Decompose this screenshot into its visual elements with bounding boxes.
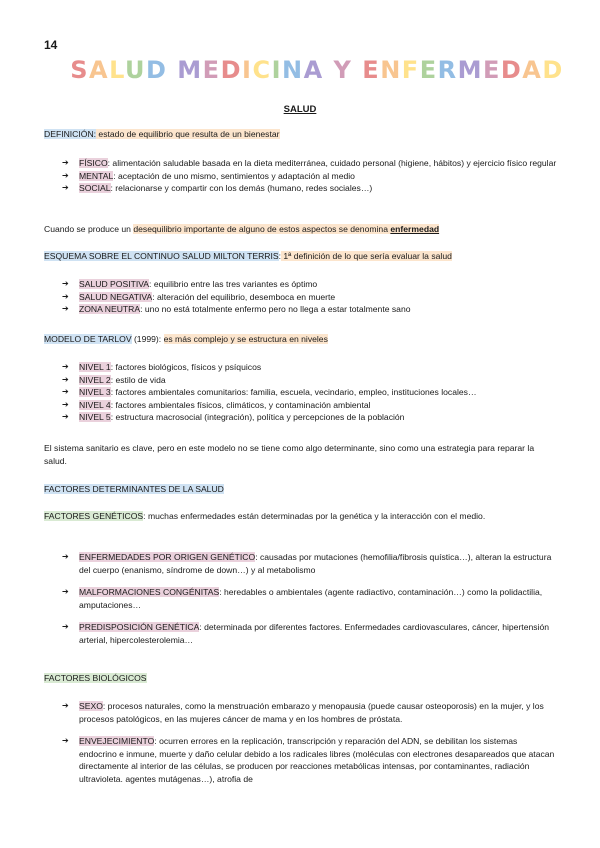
list-item: ➔ FÍSICO: alimentación saludable basada en la dieta mediterránea, cuidado personal (higiene, hábitos) y ejercicio físico regular	[62, 157, 557, 170]
title-letter: N	[380, 56, 402, 84]
title-letter: R	[437, 56, 458, 84]
list-item: ➔ MALFORMACIONES CONGÉNITAS: heredables o ambientales (agente radiactivo, contaminación…) como la polidactilia, amputaciones…	[62, 586, 557, 611]
title-letter: D	[146, 56, 168, 84]
title-letter: N	[282, 56, 304, 84]
title-letter: M	[177, 56, 203, 84]
tarlov-list	[62, 361, 557, 424]
biological-factors-list	[62, 700, 557, 795]
title-letter: A	[522, 56, 543, 84]
title-letter: M	[457, 56, 483, 84]
title-letter: D	[220, 56, 242, 84]
list-item: ➔ ZONA NEUTRA: uno no está totalmente enfermo pero no llega a estar totalmente sano	[62, 303, 557, 316]
title-letter: L	[109, 56, 125, 84]
tarlov-paragraph: MODELO DE TARLOV (1999): es más complejo y se estructura en niveles	[44, 334, 328, 344]
title-letter	[167, 56, 177, 84]
title-letter	[324, 56, 334, 84]
page-number: 14	[44, 38, 58, 52]
list-item: ➔ ENFERMEDADES POR ORIGEN GENÉTICO: causadas por mutaciones (hemofilia/fibrosis quística…), alteran la estructura del cuerpo (enanismo, síndrome de down…) y al metabolismo	[62, 551, 557, 576]
title-letter: I	[271, 56, 282, 84]
factors-heading: FACTORES DETERMINANTES DE LA SALUD	[44, 484, 224, 494]
title-letter: D	[542, 56, 564, 84]
title-letter	[352, 56, 362, 84]
list-item: ➔ NIVEL 5: estructura macrosocial (integración), política y percepciones de la población	[62, 411, 557, 424]
title-letter: C	[252, 56, 272, 84]
definition-list	[62, 157, 557, 195]
page-title	[0, 56, 600, 84]
title-letter: A	[303, 56, 324, 84]
title-letter: E	[362, 56, 381, 84]
list-item: ➔ SALUD NEGATIVA: alteración del equilibrio, desemboca en muerte	[62, 291, 557, 304]
terris-list	[62, 278, 557, 316]
genetic-factors-list	[62, 551, 557, 656]
title-letter: D	[500, 56, 523, 84]
title-letter: A	[88, 56, 110, 84]
title-letter: Y	[333, 56, 353, 84]
title-letter: I	[242, 56, 253, 84]
terris-paragraph: ESQUEMA SOBRE EL CONTINUO SALUD MILTON TERRIS: 1ª definición de lo que sería evaluar la salud	[44, 251, 452, 261]
list-item: ➔ NIVEL 1: factores biológicos, físicos y psíquicos	[62, 361, 557, 374]
list-item: ➔ SEXO: procesos naturales, como la menstruación embarazo y menopausia (puede causar osteoporosis) en la mujer, y los procesos patológicos, en las mujeres cáncer de mama y en los hombres de próstata.	[62, 700, 557, 725]
section-heading-salud: SALUD	[283, 104, 317, 115]
list-item: ➔ SALUD POSITIVA: equilibrio entre las tres variantes es óptimo	[62, 278, 557, 291]
list-item: ➔ SOCIAL: relacionarse y compartir con los demás (humano, redes sociales…)	[62, 182, 557, 195]
title-letter: E	[419, 56, 438, 84]
title-letter: S	[70, 56, 89, 84]
definition-text: estado de equilibrio que resulta de un bienestar	[96, 129, 280, 139]
list-item: ➔ NIVEL 2: estilo de vida	[62, 374, 557, 387]
title-letter: E	[202, 56, 221, 84]
definition-paragraph	[44, 128, 559, 141]
title-letter: F	[401, 56, 420, 84]
list-item: ➔ NIVEL 3: factores ambientales comunitarios: familia, escuela, vecindario, empleo, instituciones locales…	[62, 386, 557, 399]
list-item: ➔ MENTAL: aceptación de uno mismo, sentimientos y adaptación al medio	[62, 170, 557, 183]
title-letter: U	[125, 56, 146, 84]
health-system-paragraph: El sistema sanitario es clave, pero en este modelo no se tiene como algo determinante, sino como una estrategia para reparar la salud.	[44, 443, 535, 466]
disequilibrium-paragraph: Cuando se produce un desequilibrio importante de alguno de estos aspectos se denomina enfermedad	[44, 224, 440, 234]
list-item: ➔ PREDISPOSICIÓN GENÉTICA: determinada por diferentes factores. Enfermedades cardiovasculares, cáncer, hipertensión arterial, hipercolesterolemia…	[62, 621, 557, 646]
keyword-enfermedad: enfermedad	[390, 224, 440, 234]
list-item: ➔ ENVEJECIMIENTO: ocurren errores en la replicación, transcripción y reparación del ADN, se debilitan los sistemas endocrino e inmune, muerte y daño celular debido a los radicales libres (moléculas con electrones desapareados que atacan directamente al interior de las células, se producen por reacciones metabólicas intensas, por contaminantes, radiación ultravioleta. agentes mutágenas…), atrofia de	[62, 735, 557, 785]
title-letter: E	[482, 56, 501, 84]
definition-label: DEFINICIÓN:	[44, 129, 97, 139]
genetic-factors-paragraph: FACTORES GENÉTICOS: muchas enfermedades están determinadas por la genética y la interacción con el medio.	[44, 511, 486, 521]
biological-factors-heading: FACTORES BIOLÓGICOS	[44, 673, 147, 683]
list-item: ➔ NIVEL 4: factores ambientales físicos, climáticos, y contaminación ambiental	[62, 399, 557, 412]
